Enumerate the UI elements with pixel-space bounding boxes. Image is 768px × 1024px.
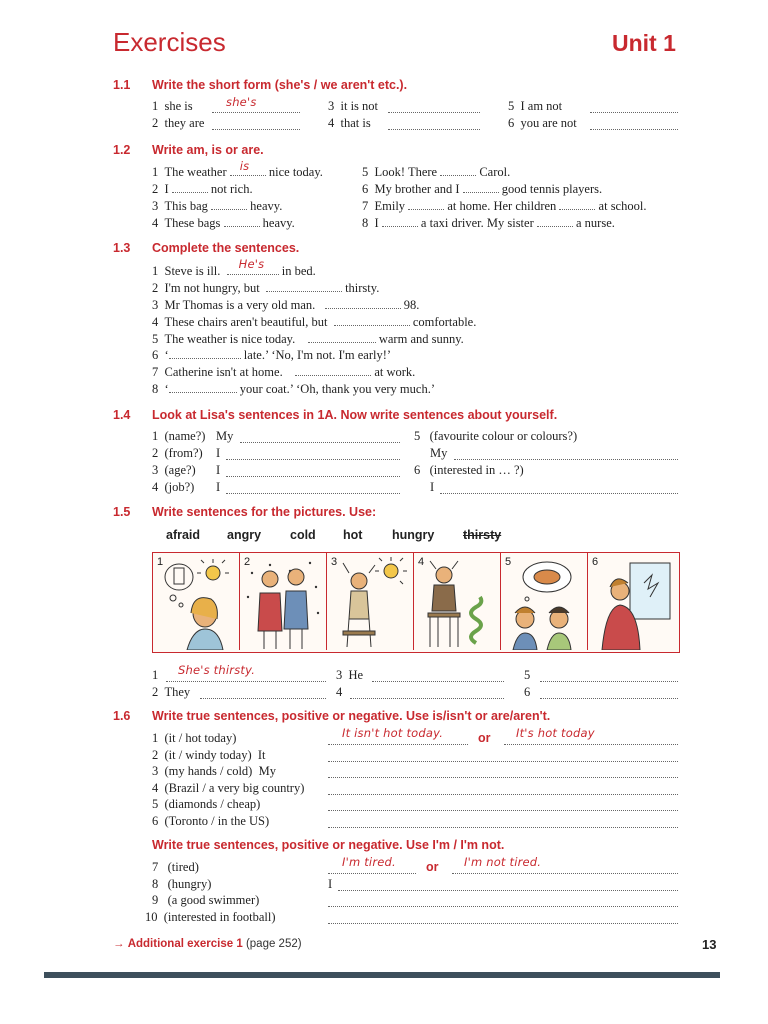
item-3-2: 2 I'm not hungry, but thirsty.: [152, 281, 380, 295]
item-4-4: 4 (job?): [152, 480, 195, 494]
answer-field[interactable]: [169, 381, 237, 393]
item-1-2: 2 they are: [152, 116, 205, 130]
picture-panel-5: [501, 553, 588, 650]
item-3-8: 8 ‘ your coat.’ ‘Oh, thank you very much.’: [152, 382, 435, 396]
answer-field[interactable]: [200, 685, 326, 699]
item-4-2: 2 (from?): [152, 446, 203, 460]
answer-field[interactable]: [440, 480, 678, 494]
item-6-5: 5 (diamonds / cheap): [152, 797, 261, 811]
answer-field[interactable]: [328, 910, 678, 924]
answer-field[interactable]: [408, 198, 444, 210]
item-2-5: 5 Look! There Carol.: [362, 165, 511, 179]
answer-field[interactable]: [266, 280, 342, 292]
exercise-number: 1.6: [113, 709, 131, 723]
exercise-number: 1.4: [113, 408, 131, 422]
answer-field[interactable]: [325, 297, 401, 309]
exercise-instruction: Look at Lisa's sentences in 1A. Now write sentences about yourself.: [152, 408, 558, 422]
picture-strip: [152, 552, 680, 653]
item-6-4: 4 (Brazil / a very big country): [152, 781, 305, 795]
answer-field[interactable]: [328, 764, 678, 778]
or-label: or: [478, 731, 491, 745]
picture-panel-2: [240, 553, 327, 650]
word-hot: hot: [343, 528, 363, 542]
answer-field[interactable]: [328, 781, 678, 795]
exercise-number: 1.2: [113, 143, 131, 157]
hot-man-illustration: [327, 553, 413, 650]
answer-field[interactable]: [537, 215, 573, 227]
picture-panel-4: [414, 553, 501, 650]
picture-answer-5: 5: [524, 668, 531, 682]
answer-field[interactable]: [212, 116, 300, 130]
exercise-number: 1.1: [113, 78, 131, 92]
answer-field[interactable]: [590, 116, 678, 130]
or-label: or: [426, 860, 439, 874]
item-4-3-start: I: [216, 463, 221, 477]
footer-bar: [44, 972, 720, 978]
handwritten-answer: I'm not tired.: [464, 855, 542, 869]
handwritten-answer: she's: [226, 95, 257, 109]
exercise-number: 1.3: [113, 241, 131, 255]
answer-field[interactable]: [540, 685, 678, 699]
item-4-4-start: I: [216, 480, 221, 494]
picture-number: 4: [418, 556, 425, 568]
answer-field[interactable]: [590, 99, 678, 113]
item-3-7: 7 Catherine isn't at home. at work.: [152, 365, 416, 379]
answer-field[interactable]: [328, 814, 678, 828]
answer-field[interactable]: [452, 855, 678, 874]
answer-field[interactable]: [328, 797, 678, 811]
item-2-6: 6 My brother and I good tennis players.: [362, 182, 603, 196]
item-2-3: 3 This bag heavy.: [152, 199, 283, 213]
answer-field[interactable]: [226, 480, 400, 494]
item-6-1: 1 (it / hot today): [152, 731, 237, 745]
page-number: 13: [702, 937, 717, 952]
exercise-instruction: Write true sentences, positive or negative. Use is/isn't or are/aren't.: [152, 709, 551, 723]
picture-answer-2: 2 They: [152, 685, 191, 699]
answer-field[interactable]: [308, 331, 376, 343]
handwritten-answer: It's hot today: [516, 726, 595, 740]
handwritten-answer: It isn't hot today.: [342, 726, 444, 740]
answer-field[interactable]: [559, 198, 595, 210]
answer-field[interactable]: [454, 446, 678, 460]
item-2-2: 2 I not rich.: [152, 182, 253, 196]
answer-field[interactable]: [169, 347, 241, 359]
cold-couple-illustration: [240, 553, 326, 650]
item-1-5: 5 I am not: [508, 99, 563, 113]
page-title: Exercises: [113, 27, 226, 57]
exercise-instruction: Write the short form (she's / we aren't etc.).: [152, 78, 408, 92]
item-6-8: 8 (hungry): [152, 877, 212, 891]
answer-field[interactable]: [240, 429, 400, 443]
item-1-4: 4 that is: [328, 116, 371, 130]
exercise-instruction: Write am, is or are.: [152, 143, 264, 157]
item-6-2: 2 (it / windy today) It: [152, 748, 266, 762]
handwritten-answer: I'm tired.: [342, 855, 396, 869]
thirsty-woman-illustration: [153, 553, 239, 650]
answer-field[interactable]: [372, 668, 504, 682]
exercise-instruction: Write sentences for the pictures. Use:: [152, 505, 377, 519]
handwritten-answer: He's: [238, 257, 265, 271]
item-6-7: 7 (tired): [152, 860, 199, 874]
hungry-people-illustration: [501, 553, 587, 650]
answer-field[interactable]: [230, 159, 266, 176]
item-6-3: 3 (my hands / cold) My: [152, 764, 276, 778]
answer-field[interactable]: [463, 181, 499, 193]
additional-exercise-label: Additional exercise 1: [127, 938, 243, 950]
answer-field[interactable]: [328, 855, 416, 874]
item-1-6: 6 you are not: [508, 116, 577, 130]
item-4-1: 1 (name?): [152, 429, 206, 443]
answer-field[interactable]: [295, 364, 371, 376]
picture-panel-1: [153, 553, 240, 650]
picture-panel-6: [588, 553, 677, 650]
arrow-icon: →: [113, 938, 125, 950]
picture-number: 6: [592, 556, 599, 568]
answer-field[interactable]: [166, 663, 326, 682]
unit-label: Unit 1: [612, 30, 676, 56]
afraid-man-snake-illustration: [414, 553, 500, 650]
word-cold: cold: [290, 528, 316, 542]
item-4-3: 3 (age?): [152, 463, 196, 477]
item-4-5: 5 (favourite colour or colours?): [414, 429, 578, 443]
exercise-instruction: Complete the sentences.: [152, 241, 300, 255]
item-2-4: 4 These bags heavy.: [152, 216, 295, 230]
answer-field[interactable]: [227, 257, 279, 275]
item-4-6: 6 (interested in … ?): [414, 463, 524, 477]
handwritten-answer: She's thirsty.: [178, 663, 256, 677]
answer-field[interactable]: [504, 726, 678, 745]
additional-exercise-link[interactable]: [113, 938, 302, 950]
exercise-number: 1.5: [113, 505, 131, 519]
answer-field[interactable]: [382, 215, 418, 227]
answer-field[interactable]: [226, 446, 400, 460]
answer-field[interactable]: [540, 668, 678, 682]
answer-field[interactable]: [338, 877, 678, 891]
answer-field[interactable]: [328, 893, 678, 907]
item-3-6: 6 ‘ late.’ ‘No, I'm not. I'm early!’: [152, 348, 392, 362]
item-6-6: 6 (Toronto / in the US): [152, 814, 270, 828]
item-2-1: 1 The weather is nice today.: [152, 159, 323, 179]
picture-number: 5: [505, 556, 512, 568]
angry-woman-window-illustration: [588, 553, 677, 650]
answer-field[interactable]: [172, 181, 208, 193]
picture-number: 2: [244, 556, 251, 568]
item-3-3: 3 Mr Thomas is a very old man. 98.: [152, 298, 420, 312]
handwritten-answer: is: [239, 159, 250, 173]
item-4-2-start: I: [216, 446, 221, 460]
answer-field[interactable]: [388, 116, 480, 130]
picture-panel-3: [327, 553, 414, 650]
answer-field[interactable]: [224, 215, 260, 227]
item-6-10: 10 (interested in football): [145, 910, 276, 924]
item-2-7: 7 Emily at home. Her children at school.: [362, 199, 647, 213]
item-4-5-start: My: [430, 446, 448, 460]
answer-field[interactable]: [388, 99, 480, 113]
word-thirsty-struck: thirsty: [463, 528, 502, 542]
item-6-9: 9 (a good swimmer): [152, 893, 260, 907]
item-3-4: 4 These chairs aren't beautiful, but comfortable.: [152, 315, 477, 329]
word-angry: angry: [227, 528, 262, 542]
answer-field[interactable]: [211, 198, 247, 210]
item-4-1-start: My: [216, 429, 234, 443]
answer-field[interactable]: [226, 463, 400, 477]
item-4-6-start: I: [430, 480, 435, 494]
word-hungry: hungry: [392, 528, 435, 542]
answer-field[interactable]: [334, 314, 410, 326]
answer-field[interactable]: [350, 685, 504, 699]
word-afraid: afraid: [166, 528, 201, 542]
answer-field[interactable]: [328, 726, 468, 745]
item-2-8: 8 I a taxi driver. My sister a nurse.: [362, 216, 615, 230]
item-6-8-start: I: [328, 877, 333, 891]
picture-number: 1: [157, 556, 164, 568]
page-reference: (page 252): [245, 938, 302, 950]
item-1-1: 1 she is: [152, 99, 193, 113]
item-3-1: 1 Steve is ill. He's in bed.: [152, 257, 316, 278]
answer-field[interactable]: [440, 164, 476, 176]
answer-field[interactable]: [328, 748, 678, 762]
exercise-instruction-2: Write true sentences, positive or negative. Use I'm / I'm not.: [152, 838, 505, 852]
picture-answer-6: 6: [524, 685, 531, 699]
picture-answer-4: 4: [336, 685, 343, 699]
item-3-5: 5 The weather is nice today. warm and sunny.: [152, 332, 464, 346]
picture-number: 3: [331, 556, 338, 568]
picture-answer-1: 1: [152, 668, 159, 682]
answer-field[interactable]: [212, 95, 300, 113]
item-1-3: 3 it is not: [328, 99, 379, 113]
picture-answer-3: 3 He: [336, 668, 364, 682]
